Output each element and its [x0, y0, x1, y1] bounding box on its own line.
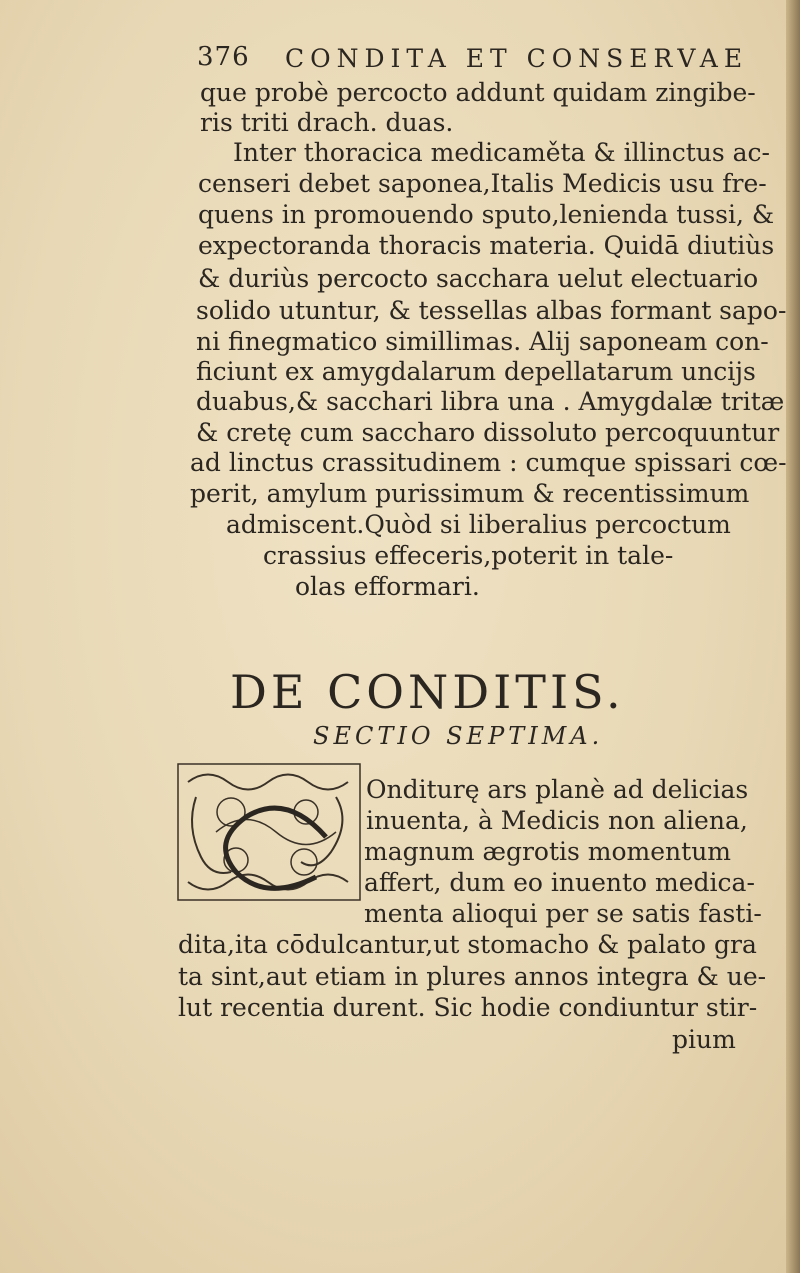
page-header	[197, 40, 757, 76]
section-subheading: SECTIO SEPTIMA.	[313, 722, 604, 750]
text-line: ris triti drach. duas.	[200, 108, 454, 137]
text-line: olas efformari.	[295, 572, 480, 601]
text-line: que probè percocto addunt quidam zingibe-	[200, 78, 756, 107]
section-text-line: dita,ita cōdulcantur,ut stomacho & palato gra	[178, 930, 757, 959]
section-text-line: Onditurę ars planè ad delicias	[366, 775, 749, 804]
text-line: Inter thoracica medicaměta & illinctus ac-	[233, 138, 770, 167]
ornamental-initial	[176, 762, 362, 902]
text-line: crassius effeceris,poterit in tale-	[263, 541, 674, 570]
page-number: 376	[197, 42, 250, 72]
section-text-line: inuenta, à Medicis non aliena,	[366, 806, 748, 835]
text-line: duabus,& sacchari libra una . Amygdalæ tritæ	[196, 387, 785, 416]
section-text-line: ta sint,aut etiam in plures annos integra & ue-	[178, 962, 767, 991]
text-line: ad linctus crassitudinem : cumque spissari cœ-	[190, 448, 787, 477]
text-line: perit, amylum purissimum & recentissimum	[190, 479, 750, 508]
running-head: CONDITA ET CONSERVAE	[285, 44, 749, 73]
text-line: & cretę cum saccharo dissoluto percoquuntur	[196, 418, 780, 447]
text-line: solido utuntur, & tessellas albas formant sapo-	[196, 296, 787, 325]
section-text-line: magnum ægrotis momentum	[364, 837, 732, 866]
catchword: pium	[672, 1025, 736, 1054]
ornamental-initial-icon	[176, 762, 362, 902]
text-line: & duriùs percocto sacchara uelut electuario	[198, 264, 759, 293]
text-line: quens in promouendo sputo,lenienda tussi, &	[198, 200, 775, 229]
section-text-line: lut recentia durent. Sic hodie condiuntur stir-	[178, 993, 758, 1022]
text-line: ficiunt ex amygdalarum depellatarum uncijs	[196, 357, 756, 386]
page-edge-shadow	[786, 0, 800, 1273]
section-heading: DE CONDITIS.	[230, 665, 625, 719]
text-line: ni finegmatico simillimas. Alij saponeam con-	[196, 327, 769, 356]
text-line: admiscent.Quòd si liberalius percoctum	[226, 510, 731, 539]
section-text-line: menta alioqui per se satis fasti-	[364, 899, 762, 928]
section-text-line: affert, dum eo inuento medica-	[364, 868, 755, 897]
text-line: censeri debet saponea,Italis Medicis usu fre-	[198, 169, 767, 198]
text-line: expectoranda thoracis materia. Quidā diutiùs	[198, 231, 775, 260]
